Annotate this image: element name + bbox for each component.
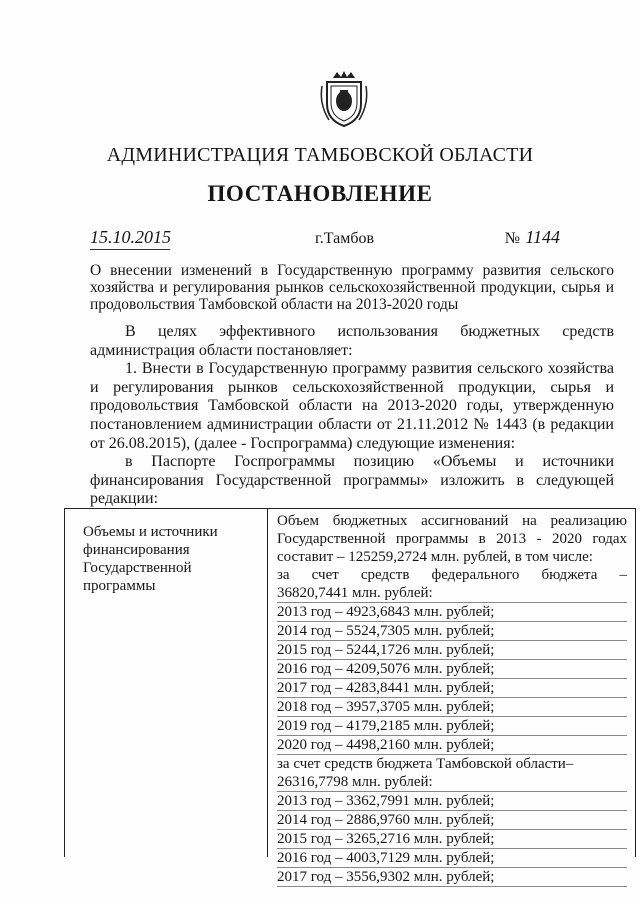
number-sign: №	[504, 230, 520, 247]
resolution-body	[90, 323, 614, 509]
resolution-title: О внесении изменений в Государственную программу развития сельского хозяйства и регулирования рынков сельскохозяйственной продукции, сырья и продовольствия Тамбовской области на 2013-2020 годы	[90, 262, 614, 313]
document-city: г.Тамбов	[315, 230, 375, 247]
federal-year-line: 2017 год – 4283,8441 млн. рублей;	[277, 679, 627, 698]
table-right-cell	[269, 509, 635, 887]
federal-year-line: 2014 год – 5524,7305 млн. рублей;	[277, 622, 627, 641]
item-1-paragraph: 1. Внести в Государственную программу развития сельского хозяйства и регулирования рынков сельскохозяйственной продукции, сырья и продовольствия Тамбовской области на 2013-2020 годы, утвержденную постановлением администрации области от 21.11.2012 № 1443 (в редакции от 26.08.2015), (далее - Госпрограмма) следующие изменения:	[90, 360, 614, 452]
federal-year-line: 2013 год – 4923,6843 млн. рублей;	[277, 603, 627, 622]
coat-of-arms-emblem	[319, 70, 369, 130]
item-1-sub-paragraph: в Паспорте Госпрограммы позицию «Объемы и источники финансирования Государственной программы» изложить в следующей редакции:	[90, 453, 614, 508]
regional-year-line: 2013 год – 3362,7991 млн. рублей;	[277, 792, 627, 811]
summary-line: за счет средств федерального бюджета –	[277, 567, 627, 583]
summary-line: 36820,7441 млн. рублей:	[277, 584, 627, 603]
regional-year-line: 2014 год – 2886,9760 млн. рублей;	[277, 811, 627, 830]
federal-year-line: 2018 год – 3957,3705 млн. рублей;	[277, 698, 627, 717]
funding-table	[64, 508, 636, 885]
summary-line: Государственной программы в 2013 - 2020 годах	[277, 531, 627, 547]
table-left-label: Объемы и источники финансирования Государственной программы	[65, 509, 268, 857]
regional-year-line: 2017 год – 3556,9302 млн. рублей;	[277, 868, 627, 887]
summary-line: Объем бюджетных ассигнований на реализацию	[277, 513, 627, 529]
intro-paragraph: В целях эффективного использования бюджетных средств администрация области постановляет:	[90, 323, 614, 359]
federal-year-line: 2019 год – 4179,2185 млн. рублей;	[277, 717, 627, 736]
summary-line: составит – 125259,2724 млн. рублей, в том числе:	[277, 549, 593, 565]
federal-year-line: 2016 год – 4209,5076 млн. рублей;	[277, 660, 627, 679]
document-number: 1144	[525, 227, 560, 247]
federal-year-line: 2020 год – 4498,2160 млн. рублей;	[277, 736, 627, 755]
document-type-heading: ПОСТАНОВЛЕНИЕ	[207, 181, 433, 206]
regional-year-line: 2016 год – 4003,7129 млн. рублей;	[277, 849, 627, 868]
regional-year-line: 2015 год – 3265,2716 млн. рублей;	[277, 830, 627, 849]
agency-name: АДМИНИСТРАЦИЯ ТАМБОВСКОЙ ОБЛАСТИ	[106, 144, 534, 166]
document-meta-row	[90, 227, 560, 253]
federal-year-line: 2015 год – 5244,1726 млн. рублей;	[277, 641, 627, 660]
date-underline	[90, 249, 170, 250]
regional-header-line: за счет средств бюджета Тамбовской области–	[277, 756, 574, 772]
document-date: 15.10.2015	[90, 227, 171, 247]
regional-header-line: 26316,7798 млн. рублей:	[277, 773, 627, 792]
